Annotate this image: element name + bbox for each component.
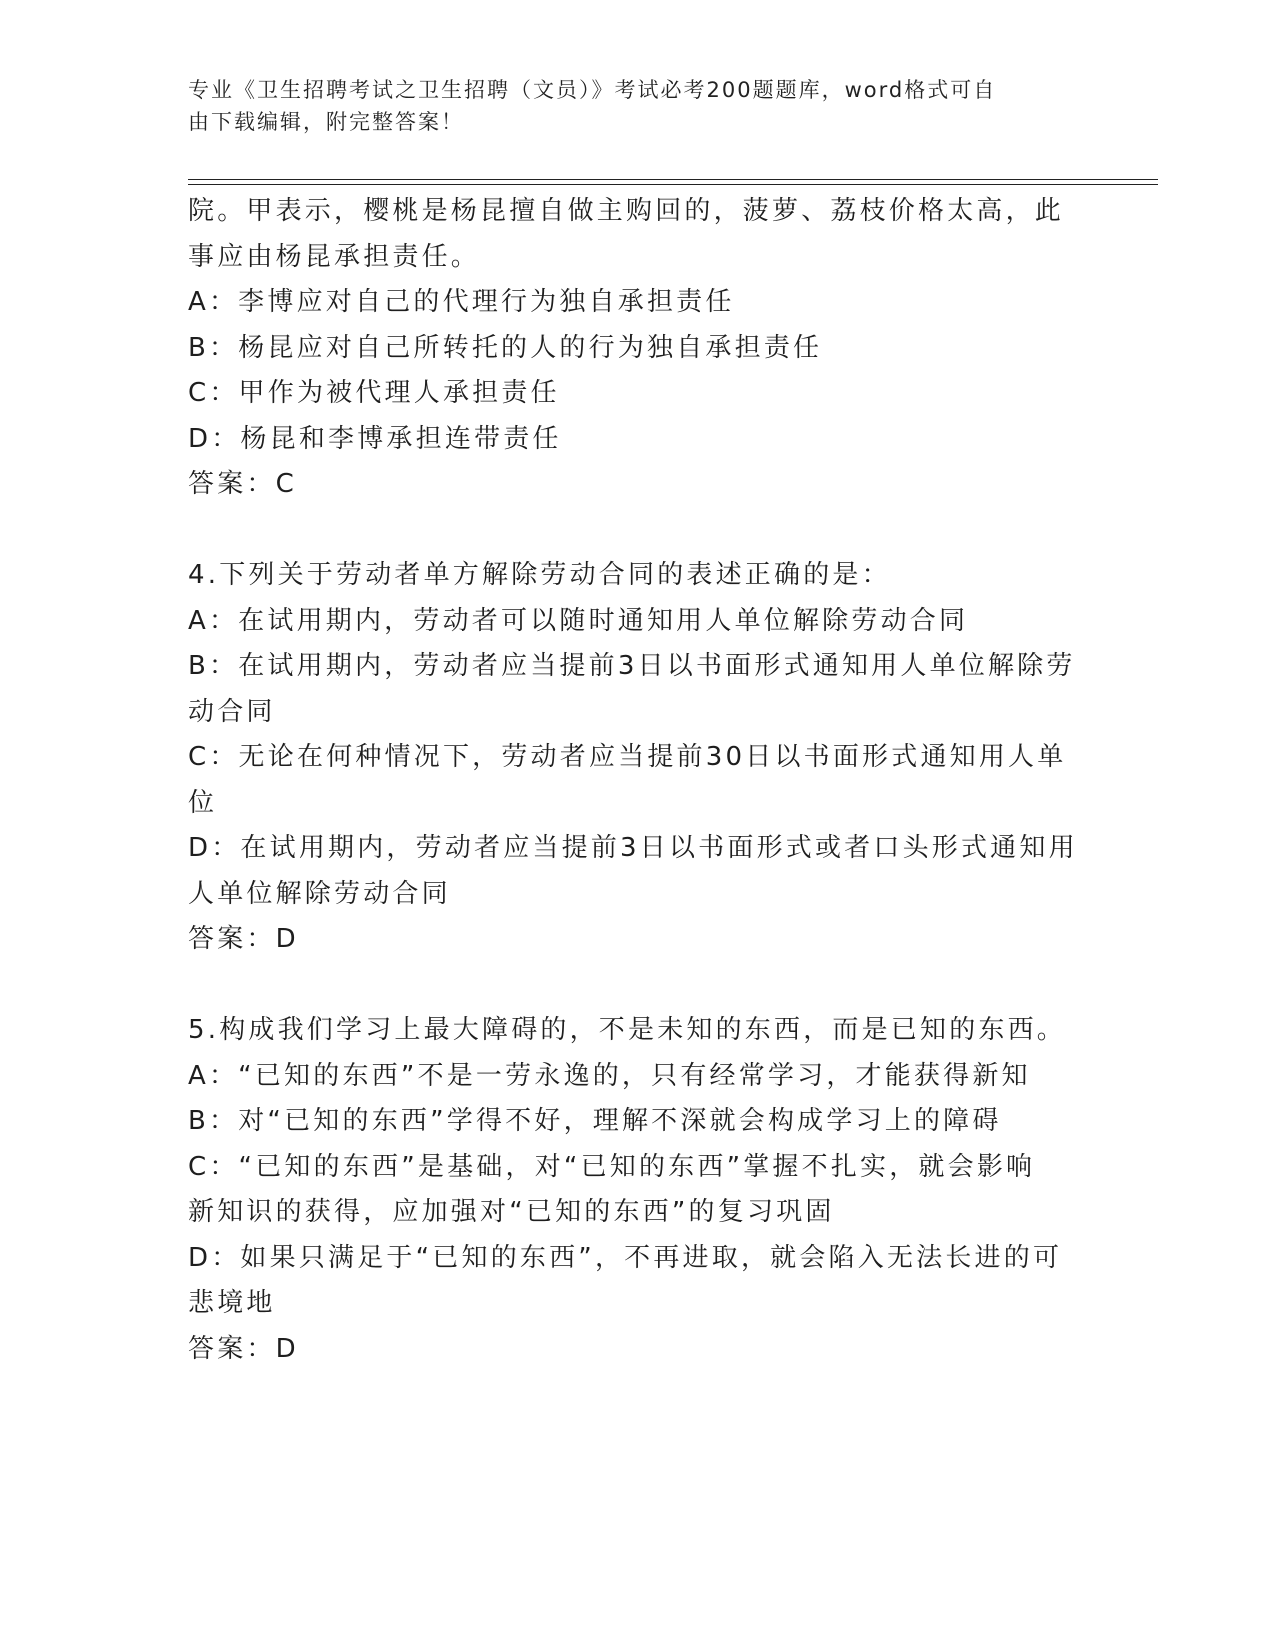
- document-header: [188, 74, 1068, 138]
- option-a: A：李博应对自己的代理行为独自承担责任: [188, 287, 735, 317]
- option-c: C：甲作为被代理人承担责任: [188, 378, 560, 408]
- question-stem-line: 事应由杨昆承担责任。: [188, 241, 481, 272]
- question-stem: 5.构成我们学习上最大障碍的，不是未知的东西，而是已知的东西。: [188, 1015, 1067, 1045]
- option-b-continued: 动合同: [188, 696, 276, 727]
- option-c: C：无论在何种情况下，劳动者应当提前30日以书面形式通知用人单: [188, 742, 1067, 772]
- option-c-continued: 位: [188, 787, 218, 818]
- answer: 答案：D: [188, 924, 299, 954]
- question-spacer: [188, 963, 1088, 1009]
- option-c-continued: 新知识的获得，应加强对“已知的东西”的复习巩固: [188, 1197, 835, 1227]
- option-a: A：在试用期内，劳动者可以随时通知用人单位解除劳动合同: [188, 605, 969, 636]
- question-stem: 4.下列关于劳动者单方解除劳动合同的表述正确的是：: [188, 560, 891, 590]
- question-5: [188, 1008, 1088, 1372]
- header-line-2: 由下载编辑，附完整答案！: [188, 110, 464, 134]
- option-a: A：“已知的东西”不是一劳永逸的，只有经常学习，才能获得新知: [188, 1060, 1031, 1091]
- header-divider-bottom: [188, 184, 1158, 185]
- option-d: D：杨昆和李博承担连带责任: [188, 423, 562, 454]
- option-b: B：杨昆应对自己所转托的人的行为独自承担责任: [188, 332, 823, 363]
- question-3: [188, 189, 1088, 508]
- option-d-continued: 人单位解除劳动合同: [188, 878, 451, 909]
- header-line-1: 专业《卫生招聘考试之卫生招聘（文员）》考试必考200题题库，word格式可自: [188, 78, 997, 102]
- question-4: [188, 553, 1088, 963]
- option-b: B：在试用期内，劳动者应当提前3日以书面形式通知用人单位解除劳: [188, 651, 1076, 681]
- header-divider-top: [188, 179, 1158, 180]
- answer: 答案：C: [188, 469, 297, 499]
- option-c: C：“已知的东西”是基础，对“已知的东西”掌握不扎实，就会影响: [188, 1151, 1036, 1182]
- option-d: D：在试用期内，劳动者应当提前3日以书面形式或者口头形式通知用: [188, 833, 1078, 863]
- answer: 答案：D: [188, 1333, 299, 1364]
- option-d-continued: 悲境地: [188, 1288, 276, 1318]
- option-d: D：如果只满足于“已知的东西”，不再进取，就会陷入无法长进的可: [188, 1242, 1063, 1273]
- question-spacer: [188, 508, 1088, 554]
- question-stem-line: 院。甲表示，樱桃是杨昆擅自做主购回的，菠萝、荔枝价格太高，此: [188, 196, 1065, 226]
- question-list: [188, 189, 1088, 1372]
- option-b: B：对“已知的东西”学得不好，理解不深就会构成学习上的障碍: [188, 1106, 1002, 1136]
